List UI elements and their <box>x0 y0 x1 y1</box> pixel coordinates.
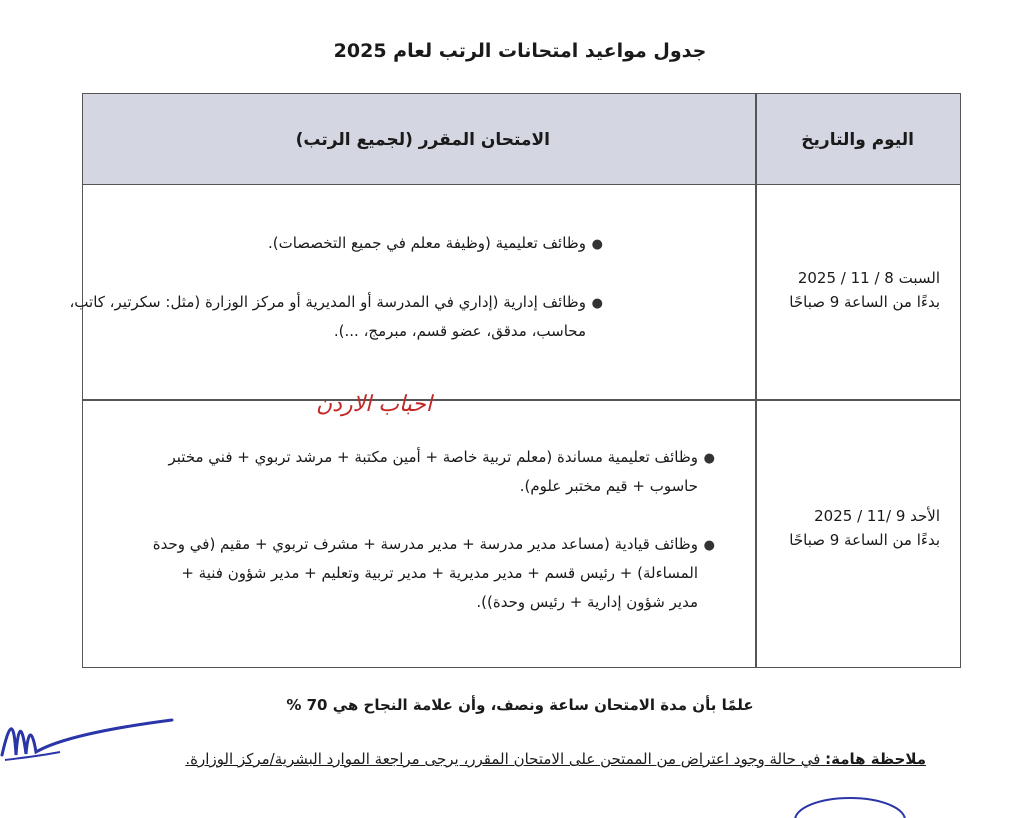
pass-mark-note: علمًا بأن مدة الامتحان ساعة ونصف، وأن علامة النجاح هي 70 % <box>286 696 754 714</box>
bullet-icon: ● <box>703 451 715 466</box>
list-item: وظائف تعليمية مساندة (معلم تربية خاصة + أمين مكتبة + مرشد تربوي + فني مختبر <box>168 448 698 466</box>
date-line-day: الأحد 9 /11 / 2025 <box>814 507 940 525</box>
list-item-continued: محاسب، مدقق، عضو قسم، مبرمج، ...). <box>333 322 586 340</box>
table-row-1-date <box>789 266 940 314</box>
list-item: وظائف إدارية (إداري في المدرسة أو المديرية أو مركز الوزارة (مثل: سكرتير، كاتب، <box>69 293 586 311</box>
table-row-2-date <box>789 504 940 552</box>
important-note-label: ملاحظة هامة: <box>825 750 926 768</box>
important-note <box>185 750 926 768</box>
bullet-icon: ● <box>591 296 603 311</box>
exam-schedule-table <box>69 93 961 668</box>
header-exam: الامتحان المقرر (لجميع الرتب) <box>295 130 550 150</box>
column-divider <box>755 94 757 667</box>
row-divider <box>83 399 960 401</box>
important-note-text: في حالة وجود اعتراض من الممتحن على الامتحان المقرر، يرجى مراجعة الموارد البشرية/مركز الوزارة. <box>185 750 821 768</box>
list-item-continued: مدير شؤون إدارية + رئيس وحدة)). <box>476 593 698 611</box>
stamp-icon <box>790 790 910 818</box>
bullet-icon: ● <box>703 538 715 553</box>
list-item: وظائف قيادية (مساعد مدير مدرسة + مدير مدرسة + مشرف تربوي + مقيم (في وحدة <box>152 535 698 553</box>
header-date: اليوم والتاريخ <box>801 130 914 150</box>
signature-icon <box>0 700 180 770</box>
date-line-time: بدءًا من الساعة 9 صباحًا <box>789 293 940 311</box>
date-line-time: بدءًا من الساعة 9 صباحًا <box>789 531 940 549</box>
list-item-continued: المساءلة) + رئيس قسم + مدير مديرية + مدير تربية وتعليم + مدير شؤون فنية + <box>181 564 698 582</box>
list-item-continued: حاسوب + قيم مختبر علوم). <box>519 477 698 495</box>
bullet-icon: ● <box>591 237 603 252</box>
date-line-day: السبت 8 / 11 / 2025 <box>797 269 940 287</box>
watermark-text: احباب الاردن <box>316 392 432 417</box>
list-item: وظائف تعليمية (وظيفة معلم في جميع التخصصات). <box>267 234 586 252</box>
page-title: جدول مواعيد امتحانات الرتب لعام 2025 <box>333 40 707 62</box>
